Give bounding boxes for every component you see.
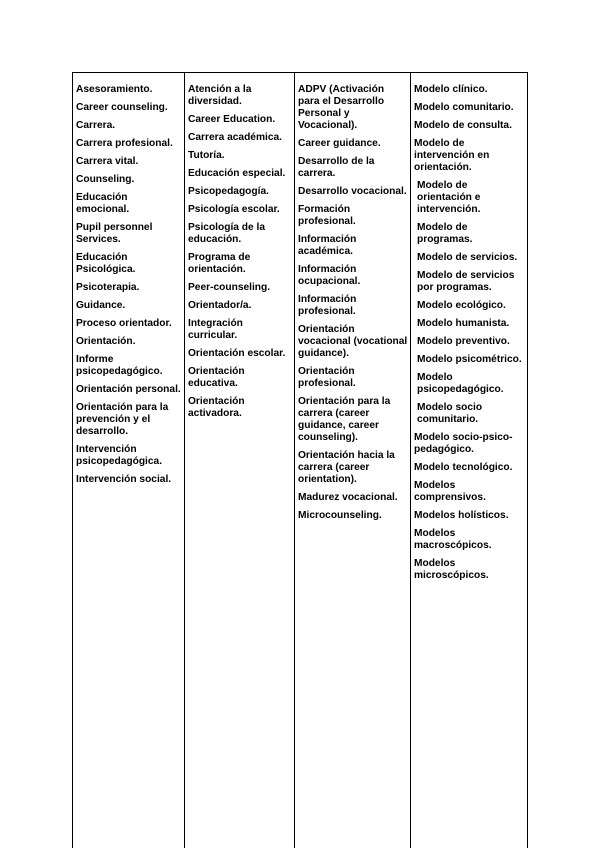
terms-column-3 <box>294 73 410 848</box>
terms-table <box>72 72 528 848</box>
term-item: Modelo humanista. <box>417 318 510 329</box>
term-item: Modelo de programas. <box>417 222 473 245</box>
term-item: Psicoterapia. <box>76 282 140 293</box>
term-item: Modelo comunitario. <box>414 102 514 113</box>
term-item: Orientación hacia la carrera (career orientation). <box>298 450 395 485</box>
term-item: Modelo preventivo. <box>417 336 510 347</box>
term-item: Guidance. <box>76 300 126 311</box>
terms-column-4 <box>410 73 527 848</box>
term-item: Peer-counseling. <box>188 282 271 293</box>
term-item: Proceso orientador. <box>76 318 172 329</box>
term-item: Carrera vital. <box>76 156 139 167</box>
term-item: Madurez vocacional. <box>298 492 398 503</box>
term-item: Carrera académica. <box>188 132 283 143</box>
term-item: Educación Psicológica. <box>76 252 136 275</box>
term-item: Modelo socio-psico-pedagógico. <box>414 432 513 455</box>
term-item: Carrera. <box>76 120 116 131</box>
term-item: Modelo tecnológico. <box>414 462 513 473</box>
term-item: Informe psicopedagógico. <box>76 354 163 377</box>
term-item: Psicología escolar. <box>188 204 280 215</box>
term-item: Counseling. <box>76 174 135 185</box>
term-item: Orientación personal. <box>76 384 181 395</box>
term-item: Modelo ecológico. <box>417 300 506 311</box>
term-item: Psicopedagogía. <box>188 186 269 197</box>
term-item: Modelo de intervención en orientación. <box>414 138 490 173</box>
term-item: Integración curricular. <box>188 318 243 341</box>
term-item: Career counseling. <box>76 102 168 113</box>
term-item: Microcounseling. <box>298 510 382 521</box>
term-item: Orientación. <box>76 336 136 347</box>
term-item: Modelo de servicios por programas. <box>417 270 515 293</box>
term-item: Desarrollo de la carrera. <box>298 156 375 179</box>
term-item: Orientación educativa. <box>188 366 245 389</box>
term-item: Career guidance. <box>298 138 381 149</box>
term-item: Asesoramiento. <box>76 84 153 95</box>
term-item: Información académica. <box>298 234 357 257</box>
term-item: Educación emocional. <box>76 192 130 215</box>
term-item: Orientación para la prevención y el desarrollo. <box>76 402 169 437</box>
term-item: Orientador/a. <box>188 300 252 311</box>
term-item: Modelos comprensivos. <box>414 480 486 503</box>
term-item: Psicología de la educación. <box>188 222 265 245</box>
term-item: Información profesional. <box>298 294 357 317</box>
term-item: Educación especial. <box>188 168 286 179</box>
term-item: Modelo socio comunitario. <box>417 402 483 425</box>
term-item: Modelo psicopedagógico. <box>417 372 504 395</box>
term-item: Modelos holísticos. <box>414 510 509 521</box>
term-item: Orientación vocacional (vocational guidance). <box>298 324 408 359</box>
term-item: Carrera profesional. <box>76 138 173 149</box>
term-item: Modelos microscópicos. <box>414 558 489 581</box>
term-item: Orientación profesional. <box>298 366 356 389</box>
term-item: Desarrollo vocacional. <box>298 186 407 197</box>
term-item: Modelo clínico. <box>414 84 488 95</box>
terms-column-1 <box>73 73 184 848</box>
term-item: Modelo de consulta. <box>414 120 512 131</box>
term-item: Orientación para la carrera (career guidance, career counseling). <box>298 396 391 443</box>
term-item: Modelos macroscópicos. <box>414 528 492 551</box>
terms-column-2 <box>184 73 294 848</box>
term-item: Orientación escolar. <box>188 348 286 359</box>
term-item: Modelo de orientación e intervención. <box>417 180 481 215</box>
term-item: Atención a la diversidad. <box>188 84 252 107</box>
term-item: Intervención social. <box>76 474 172 485</box>
term-item: Información ocupacional. <box>298 264 361 287</box>
term-item: Modelo psicométrico. <box>417 354 522 365</box>
term-item: Career Education. <box>188 114 276 125</box>
term-item: Intervención psicopedagógica. <box>76 444 163 467</box>
term-item: ADPV (Activación para el Desarrollo Personal y Vocacional). <box>298 84 385 131</box>
term-item: Programa de orientación. <box>188 252 251 275</box>
term-item: Formación profesional. <box>298 204 356 227</box>
term-item: Pupil personnel Services. <box>76 222 153 245</box>
term-item: Orientación activadora. <box>188 396 245 419</box>
term-item: Modelo de servicios. <box>417 252 518 263</box>
term-item: Tutoría. <box>188 150 225 161</box>
